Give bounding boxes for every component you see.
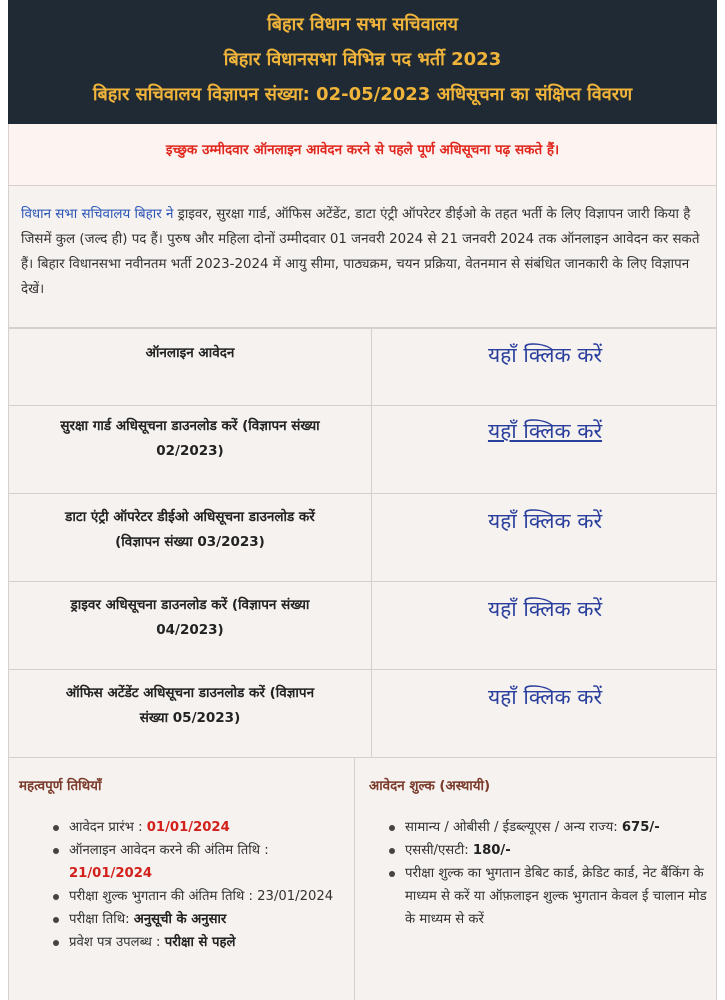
important-dates-list (53, 816, 343, 954)
link-row-label: डाटा एंट्री ऑपरेटर डीईओ अधिसूचना डाउनलोड करें (विज्ञापन संख्या 03/2023) (9, 494, 372, 581)
header-subtitle: बिहार विधानसभा विभिन्न पद भर्ती 2023 (223, 49, 502, 70)
application-fee-panel (355, 758, 718, 1000)
link-row-label: ऑफिस अटेंडेंट अधिसूचना डाउनलोड करें (विज्ञापन संख्या 05/2023) (9, 670, 372, 757)
list-item: सामान्य / ओबीसी / ईडब्ल्यूएस / अन्य राज्य: 675/- (389, 816, 709, 839)
driver-notification-link[interactable]: यहाँ क्लिक करें (487, 597, 603, 621)
list-item: परीक्षा शुल्क भुगतान की अंतिम तिथि : 23/01/2024 (53, 885, 343, 908)
link-row-label: सुरक्षा गार्ड अधिसूचना डाउनलोड करें (विज्ञापन संख्या 02/2023) (9, 406, 372, 493)
list-item: प्रवेश पत्र उपलब्ध : परीक्षा से पहले (53, 931, 343, 954)
header-advt-line: बिहार सचिवालय विज्ञापन संख्या: 02-05/2023 अधिसूचना का संक्षिप्त विवरण (92, 84, 633, 105)
link-row-online-apply (8, 328, 717, 406)
info-section (8, 758, 717, 1000)
link-row-label: ऑनलाइन आवेदन (9, 329, 372, 405)
important-dates-title: महत्वपूर्ण तिथियाँ (19, 779, 102, 794)
data-entry-notification-link[interactable]: यहाँ क्लिक करें (487, 509, 603, 533)
list-item: परीक्षा तिथि: अनुसूची के अनुसार (53, 908, 343, 931)
link-row-label: ड्राइवर अधिसूचना डाउनलोड करें (विज्ञापन संख्या 04/2023) (9, 582, 372, 669)
link-row-security-guard (8, 406, 717, 494)
apply-online-link[interactable]: यहाँ क्लिक करें (487, 343, 603, 367)
list-item: एससी/एसटी: 180/- (389, 839, 709, 862)
important-dates-panel (9, 758, 355, 1000)
org-link[interactable]: विधान सभा सचिवालय बिहार ने (21, 207, 174, 222)
application-fee-title: आवेदन शुल्क (अस्थायी) (369, 779, 491, 794)
link-row-office-attendant (8, 670, 717, 758)
intro-text: ड्राइवर, सुरक्षा गार्ड, ऑफिस अटेंडेंट, डाटा एंट्री ऑपरेटर डीईओ के तहत भर्ती के लिए विज्ञापन जारी किया है जिसमें कुल (जल्द ही) पद हैं। पुरुष और महिला दोनों उम्मीदवार 01 जनवरी 2024 से 21 जनवरी 2024 तक ऑनलाइन आवेदन कर सकते हैं। बिहार विधानसभा नवीनतम भर्ती 2023-2024 में आयु सीमा, पाठ्यक्रम, चयन प्रक्रिया, वेतनमान से संबंधित जानकारी के लिए विज्ञापन देखें। (21, 207, 700, 297)
link-row-driver (8, 582, 717, 670)
application-fee-list (389, 816, 709, 931)
link-row-data-entry (8, 494, 717, 582)
header-title: बिहार विधान सभा सचिवालय (267, 14, 458, 35)
office-attendant-notification-link[interactable]: यहाँ क्लिक करें (487, 685, 603, 709)
security-guard-notification-link[interactable]: यहाँ क्लिक करें (487, 419, 603, 443)
page-header (8, 0, 717, 124)
list-item: परीक्षा शुल्क का भुगतान डेबिट कार्ड, क्रेडिट कार्ड, नेट बैंकिंग के माध्यम से करें या ऑफ़लाइन शुल्क भुगतान केवल ई चालान मोड के माध्यम से करें (389, 862, 709, 931)
list-item: ऑनलाइन आवेदन करने की अंतिम तिथि : 21/01/2024 (53, 839, 343, 885)
intro-paragraph (8, 186, 717, 328)
notice-banner: इच्छुक उम्मीदवार ऑनलाइन आवेदन करने से पहले पूर्ण अधिसूचना पढ़ सकते हैं। (8, 124, 717, 186)
list-item: आवेदन प्रारंभ : 01/01/2024 (53, 816, 343, 839)
